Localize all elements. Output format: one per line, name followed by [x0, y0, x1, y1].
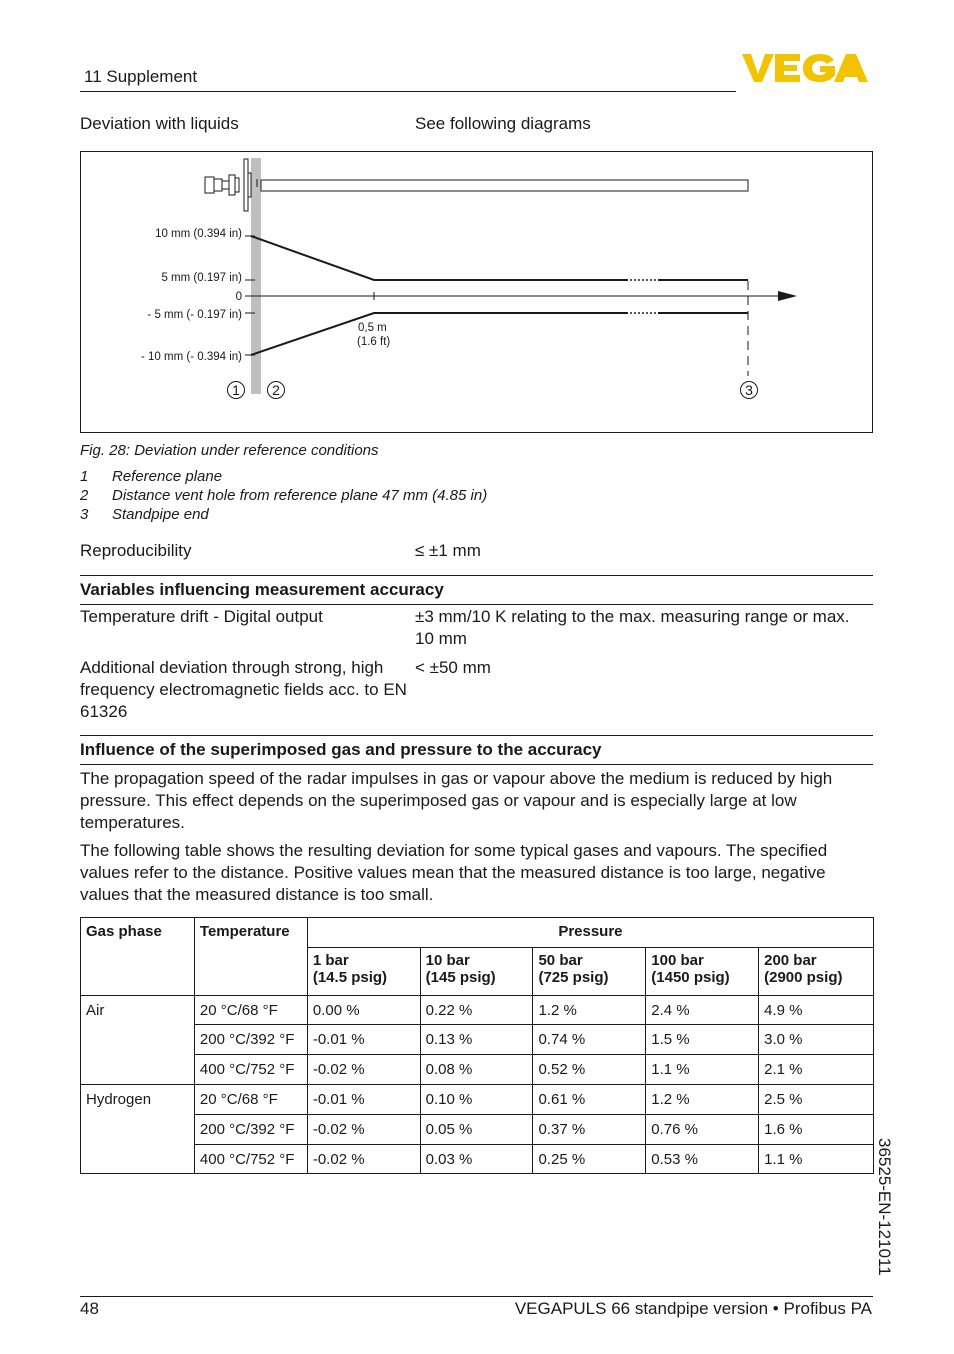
table-row	[81, 996, 874, 1025]
label-plus-5: 5 mm (0.197 in)	[161, 272, 242, 284]
legend-text: Standpipe end	[112, 506, 209, 523]
label-minus-10: - 10 mm (- 0.394 in)	[141, 351, 242, 363]
value-cell: 0.61 %	[533, 1085, 646, 1115]
variables-heading: Variables influencing measurement accuracy	[80, 575, 873, 605]
footer-rule	[80, 1296, 873, 1297]
vega-logo	[742, 50, 874, 86]
temp-cell: 20 °C/68 °F	[194, 1085, 307, 1115]
value-cell: 0.08 %	[420, 1055, 533, 1085]
marker-3-label: 3	[745, 382, 753, 398]
legend-num: 3	[80, 506, 89, 523]
value-cell: 0.25 %	[533, 1145, 646, 1174]
label-plus-10: 10 mm (0.394 in)	[155, 228, 242, 240]
pressure-col-2	[420, 948, 533, 996]
pressure-psig: (14.5 psig)	[312, 969, 388, 986]
value-cell: 1.5 %	[646, 1025, 759, 1055]
value-cell: 4.9 %	[759, 996, 874, 1025]
axis-arrow-icon	[778, 291, 797, 301]
temp-cell: 20 °C/68 °F	[194, 996, 307, 1025]
value-cell: 2.5 %	[759, 1085, 874, 1115]
value-cell: 1.6 %	[759, 1115, 874, 1145]
legend-num: 2	[80, 487, 89, 504]
value-cell: 0.05 %	[420, 1115, 533, 1145]
legend-item	[80, 468, 222, 485]
pressure-psig: (725 psig)	[538, 969, 609, 986]
value-cell: -0.01 %	[307, 1025, 420, 1055]
value-cell: 0.00 %	[307, 996, 420, 1025]
sensor-icon	[205, 159, 257, 211]
table-row	[81, 1025, 874, 1055]
pressure-bar: 50 bar	[538, 952, 583, 969]
table-row	[81, 1085, 874, 1115]
standpipe	[261, 180, 748, 191]
section-title: 11 Supplement	[84, 67, 198, 86]
gas-name: Air	[81, 996, 195, 1085]
value-cell: 2.4 %	[646, 996, 759, 1025]
marker-2-label: 2	[272, 382, 280, 398]
value-cell: 0.37 %	[533, 1115, 646, 1145]
legend-item	[80, 487, 487, 504]
pressure-col-3	[533, 948, 646, 996]
temp-cell: 400 °C/752 °F	[194, 1145, 307, 1174]
reproducibility-label: Reproducibility	[80, 541, 192, 560]
label-minus-5: - 5 mm (- 0.197 in)	[147, 309, 242, 321]
table-row	[81, 1115, 874, 1145]
value-cell: 1.1 %	[759, 1145, 874, 1174]
influence-paragraph-1: The propagation speed of the radar impulses in gas or vapour above the medium is reduced by high pressure. This effect depends on the superimposed gas or vapour and is especially large at low temperatures.	[80, 769, 833, 832]
pressure-psig: (145 psig)	[425, 969, 496, 986]
value-cell: -0.02 %	[307, 1145, 420, 1174]
value-cell: 0.53 %	[646, 1145, 759, 1174]
temp-cell: 200 °C/392 °F	[194, 1025, 307, 1055]
pressure-psig: (1450 psig)	[651, 969, 730, 986]
legend-text: Reference plane	[112, 468, 223, 485]
marker-1-label: 1	[232, 382, 240, 398]
pressure-bar: 10 bar	[425, 952, 470, 969]
temp-drift-value: ±3 mm/10 K relating to the max. measuring range or max. 10 mm	[415, 607, 850, 648]
value-cell: 0.13 %	[420, 1025, 533, 1055]
influence-paragraph-2: The following table shows the resulting deviation for some typical gases and vapours. The specified values refer to the distance. Positive values mean that the measured distance is too large, negative values that the measured distance is too small.	[80, 841, 828, 904]
label-distance-ft: (1.6 ft)	[357, 336, 391, 348]
header-temperature: Temperature	[194, 918, 307, 996]
reference-plane	[251, 158, 261, 394]
header-pressure: Pressure	[307, 918, 873, 948]
deviation-value: See following diagrams	[415, 114, 591, 133]
value-cell: 0.03 %	[420, 1145, 533, 1174]
value-cell: 1.2 %	[646, 1085, 759, 1115]
pressure-col-5	[759, 948, 874, 996]
pressure-psig: (2900 psig)	[764, 969, 843, 986]
document-title: VEGAPULS 66 standpipe version • Profibus PA	[514, 1299, 872, 1318]
value-cell: 1.2 %	[533, 996, 646, 1025]
page-number: 48	[80, 1299, 99, 1318]
table-row	[81, 1145, 874, 1174]
pressure-col-1	[307, 948, 420, 996]
value-cell: -0.01 %	[307, 1085, 420, 1115]
header-gas-phase: Gas phase	[81, 918, 195, 996]
pressure-bar: 1 bar	[312, 952, 349, 969]
value-cell: 0.52 %	[533, 1055, 646, 1085]
value-cell: 0.74 %	[533, 1025, 646, 1055]
value-cell: 3.0 %	[759, 1025, 874, 1055]
header-rule	[80, 91, 736, 92]
temp-cell: 200 °C/392 °F	[194, 1115, 307, 1145]
deviation-label: Deviation with liquids	[80, 114, 239, 133]
pressure-col-4	[646, 948, 759, 996]
temp-cell: 400 °C/752 °F	[194, 1055, 307, 1085]
gas-name: Hydrogen	[81, 1085, 195, 1174]
reproducibility-value: ≤ ±1 mm	[415, 541, 481, 560]
temp-drift-label: Temperature drift - Digital output	[80, 607, 323, 626]
pressure-bar: 100 bar	[651, 952, 704, 969]
figure-caption: Fig. 28: Deviation under reference conditions	[80, 442, 379, 459]
value-cell: 0.10 %	[420, 1085, 533, 1115]
label-distance: 0,5 m	[358, 322, 387, 334]
label-zero: 0	[235, 291, 242, 303]
legend-num: 1	[80, 468, 89, 485]
emf-label: Additional deviation through strong, high frequency electromagnetic fields acc. to EN 61326	[80, 658, 407, 721]
document-id: 36525-EN-121011	[875, 1138, 894, 1276]
value-cell: 0.76 %	[646, 1115, 759, 1145]
legend-text: Distance vent hole from reference plane 47 mm (4.85 in)	[112, 487, 488, 504]
pressure-bar: 200 bar	[764, 952, 817, 969]
deviation-figure	[80, 151, 873, 433]
emf-value: < ±50 mm	[415, 658, 491, 677]
value-cell: 0.22 %	[420, 996, 533, 1025]
legend-item	[80, 506, 209, 523]
influence-heading: Influence of the superimposed gas and pressure to the accuracy	[80, 735, 873, 765]
value-cell: 1.1 %	[646, 1055, 759, 1085]
value-cell: 2.1 %	[759, 1055, 874, 1085]
value-cell: -0.02 %	[307, 1055, 420, 1085]
gas-pressure-table	[80, 917, 874, 1174]
table-row	[81, 1055, 874, 1085]
value-cell: -0.02 %	[307, 1115, 420, 1145]
